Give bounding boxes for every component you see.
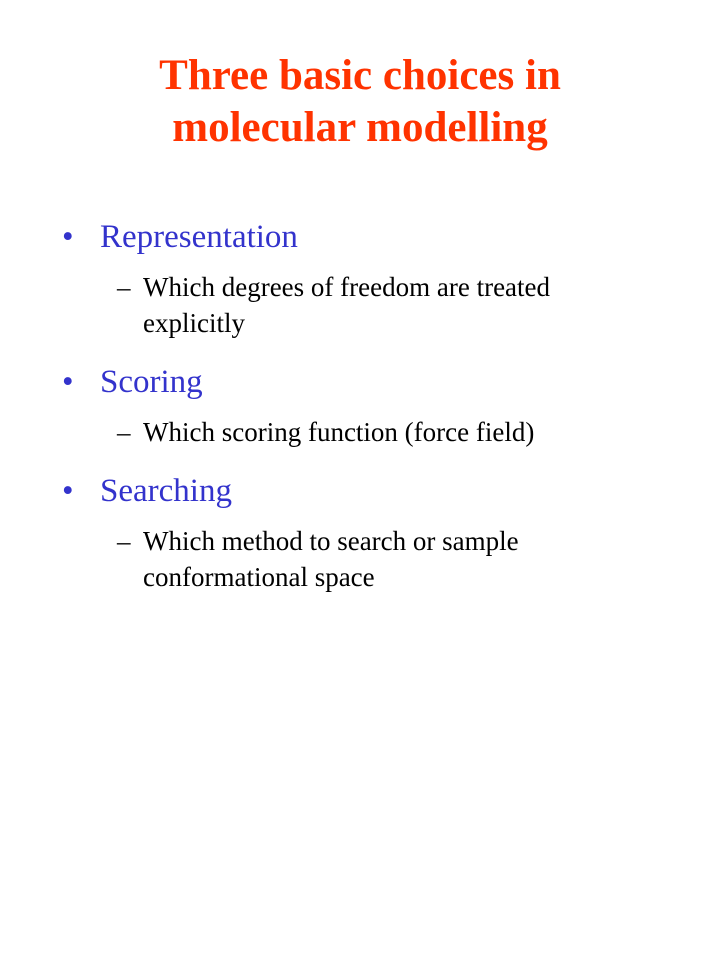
sub-item bbox=[62, 414, 623, 450]
sub-item bbox=[62, 269, 623, 341]
bullet-item-representation bbox=[62, 215, 662, 341]
dash-icon: – bbox=[117, 272, 131, 302]
sub-item-text: Which method to search or sample conformational space bbox=[143, 526, 519, 592]
bullet-label: Searching bbox=[100, 473, 232, 509]
title-line-2: molecular modelling bbox=[172, 104, 548, 151]
bullet-list bbox=[62, 215, 662, 595]
dash-icon: – bbox=[117, 526, 131, 556]
bullet-dot-icon: • bbox=[62, 364, 74, 400]
bullet-row bbox=[62, 469, 662, 513]
bullet-row bbox=[62, 360, 662, 404]
bullet-row bbox=[62, 215, 662, 259]
bullet-item-searching bbox=[62, 469, 662, 595]
slide-title bbox=[60, 50, 660, 154]
sub-item-text: Which degrees of freedom are treated explicitly bbox=[143, 272, 551, 338]
dash-icon: – bbox=[117, 417, 131, 447]
bullet-label: Representation bbox=[100, 219, 298, 255]
bullet-item-scoring bbox=[62, 360, 662, 450]
bullet-label: Scoring bbox=[100, 364, 203, 400]
bullet-dot-icon: • bbox=[62, 219, 74, 255]
sub-item-text: Which scoring function (force field) bbox=[143, 417, 535, 447]
sub-item bbox=[62, 523, 623, 595]
bullet-dot-icon: • bbox=[62, 473, 74, 509]
title-line-1: Three basic choices in bbox=[159, 52, 561, 99]
